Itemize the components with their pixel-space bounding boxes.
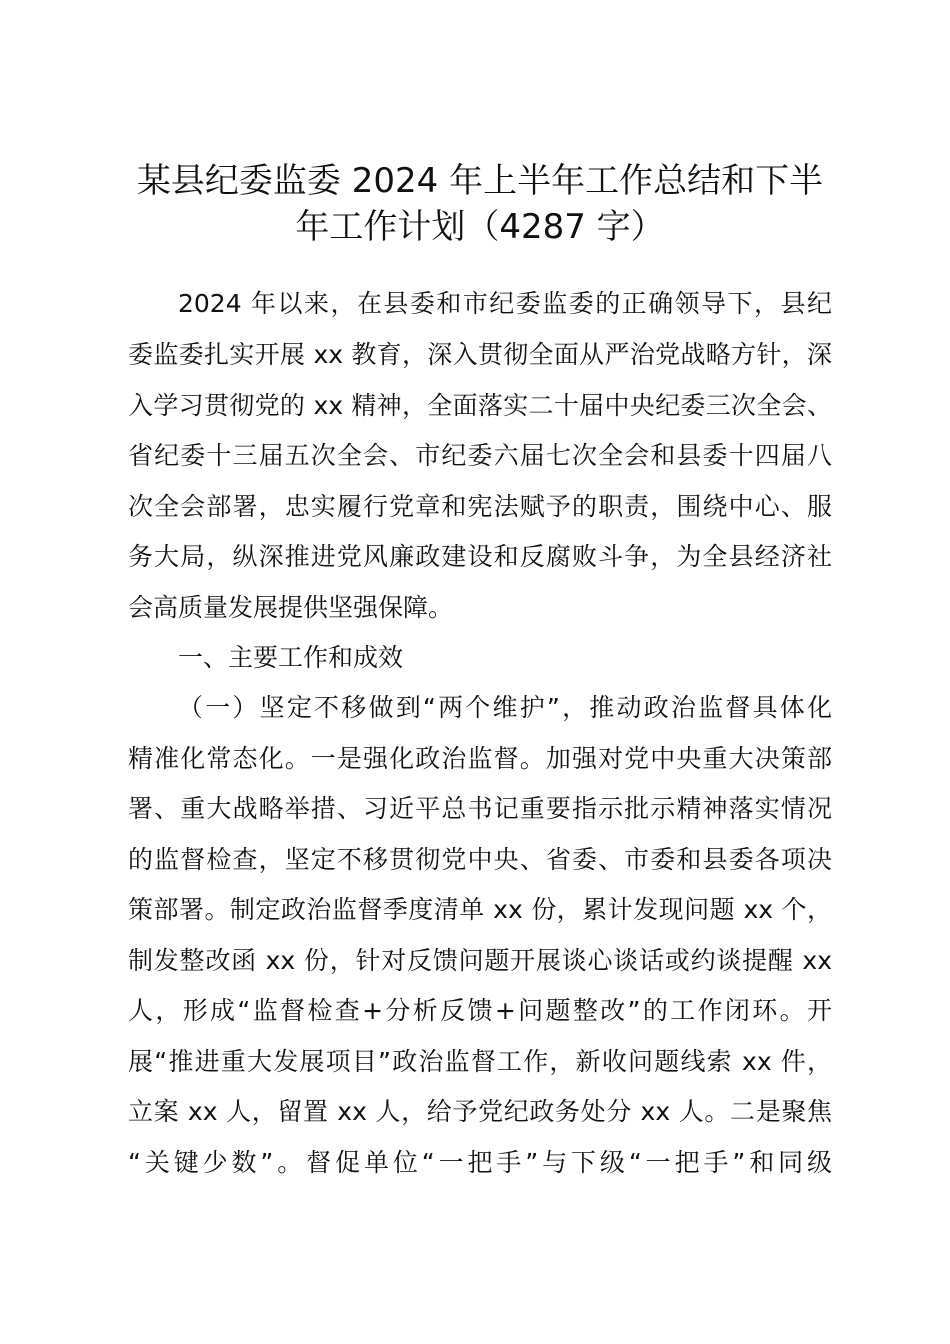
document-title-line-1: 某县纪委监委 2024 年上半年工作总结和下半 [136,161,824,201]
body-line: 的监督检查，坚定不移贯彻党中央、省委、市委和县委各项决 [128,845,832,874]
intro-line: 次全会部署，忠实履行党章和宪法赋予的职责，围绕中心、服 [128,492,832,521]
intro-line: 会高质量发展提供坚强保障。 [128,593,454,622]
body-line: 人，形成“监督检查+分析反馈+问题整改”的工作闭环。开 [128,996,832,1025]
body-line: 署、重大战略举措、习近平总书记重要指示批示精神落实情况 [128,794,832,823]
intro-line: 入学习贯彻党的 xx 精神，全面落实二十届中央纪委三次全会、 [128,391,832,420]
intro-line: 省纪委十三届五次全会、市纪委六届七次全会和县委十四届八 [128,441,832,470]
body-line: 制发整改函 xx 份，针对反馈问题开展谈心谈话或约谈提醒 xx [128,946,832,975]
intro-line: 委监委扎实开展 xx 教育，深入贯彻全面从严治党战略方针，深 [128,340,832,369]
body-line: 精准化常态化。一是强化政治监督。加强对党中央重大决策部 [128,744,832,773]
body-line: 立案 xx 人，留置 xx 人，给予党纪政务处分 xx 人。二是聚焦 [128,1097,832,1126]
body-line: （一）坚定不移做到“两个维护”，推动政治监督具体化 [178,693,832,722]
intro-line: 2024 年以来，在县委和市纪委监委的正确领导下，县纪 [178,289,832,318]
body-line: 展“推进重大发展项目”政治监督工作，新收问题线索 xx 件， [128,1047,832,1076]
intro-line: 务大局，纵深推进党风廉政建设和反腐败斗争，为全县经济社 [128,542,832,571]
body-line: “关键少数”。督促单位“一把手”与下级“一把手”和同级 [128,1148,832,1177]
body-line: 策部署。制定政治监督季度清单 xx 份，累计发现问题 xx 个， [128,895,832,924]
section-heading: 一、主要工作和成效 [178,643,404,672]
document-title-line-2: 年工作计划（4287 字） [295,207,665,247]
